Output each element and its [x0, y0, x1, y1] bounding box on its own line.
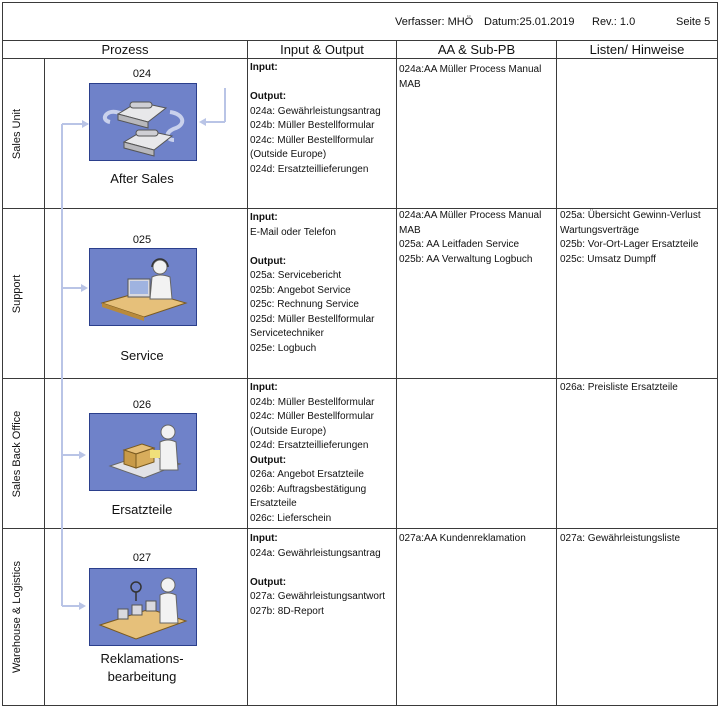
- cell-line: 027a: Gewährleistungsantwort: [250, 591, 386, 602]
- cell-line: 025d: Müller Bestellformular: [250, 313, 375, 325]
- cell-line: 025e: Logbuch: [250, 342, 317, 354]
- io-cell: [250, 61, 396, 177]
- cell-line: 024b: Müller Bestellformular: [250, 120, 375, 131]
- cell-line: 024c: Müller Bestellformular: [250, 134, 374, 146]
- listen-cell: [560, 381, 717, 396]
- cell-line: 024a:AA Müller Process Manual: [399, 64, 542, 75]
- cell-line: Input:: [250, 212, 278, 223]
- cell-line: [250, 240, 396, 255]
- inspection-worker-icon: [90, 569, 196, 645]
- process-label-after-sales: After Sales: [110, 171, 174, 186]
- desk-worker-icon: [90, 249, 196, 325]
- cell-line: 024b: Müller Bestellformular: [250, 396, 375, 408]
- process-box-after-sales[interactable]: [89, 83, 197, 161]
- column-header-prozess: Prozess: [101, 42, 149, 57]
- cell-line: 025c: Rechnung Service: [250, 299, 359, 310]
- aa-cell: [399, 209, 556, 267]
- aa-cell: [399, 63, 556, 92]
- cell-line: E-Mail oder Telefon: [250, 226, 336, 238]
- cell-line: Wartungsverträge: [560, 224, 640, 236]
- cell-line: 024a: Gewährleistungsantrag: [250, 547, 381, 559]
- cell-line: 026b: Auftragsbestätigung: [250, 483, 367, 495]
- lane-label-warehouse: Warehouse & Logistics: [11, 560, 23, 674]
- cell-line: [250, 561, 396, 576]
- process-box-service[interactable]: [89, 248, 197, 326]
- cell-line: 026c: Lieferschein: [250, 512, 332, 524]
- cell-line: 024c: Müller Bestellformular: [250, 411, 374, 422]
- column-header-listen: Listen/ Hinweise: [589, 42, 685, 57]
- process-box-ersatzteile[interactable]: [89, 413, 197, 491]
- cell-line: 027a:AA Kundenreklamation: [399, 533, 526, 544]
- process-code-027: 027: [132, 552, 152, 564]
- cell-line: 027a: Gewährleistungsliste: [560, 533, 681, 544]
- cell-line: [250, 76, 396, 91]
- cell-line: 025b: AA Verwaltung Logbuch: [399, 253, 533, 265]
- process-label-reklamation: Reklamations- bearbeitung: [100, 651, 184, 684]
- lane-label-sales-back-office: Sales Back Office: [11, 410, 23, 498]
- cell-line: Servicetechniker: [250, 328, 324, 339]
- date-text: Datum:25.01.2019: [484, 16, 575, 28]
- column-header-aa: AA & Sub-PB: [437, 42, 516, 57]
- cell-line: 026a: Preisliste Ersatzteile: [560, 382, 678, 393]
- cell-line: 025b: Vor-Ort-Lager Ersatzteile: [560, 239, 699, 250]
- cell-line: (Outside Europe): [250, 425, 327, 437]
- cell-line: MAB: [399, 78, 421, 90]
- io-cell: [250, 532, 396, 619]
- process-code-025: 025: [132, 234, 152, 246]
- listen-cell: [560, 532, 717, 547]
- cell-line: 025a: Servicebericht: [250, 270, 342, 281]
- cell-line: 024a: Gewährleistungsantrag: [250, 105, 381, 117]
- process-code-024: 024: [132, 68, 152, 80]
- telephone-icon: [90, 84, 196, 160]
- flow-arrowheads: [79, 118, 206, 610]
- cell-line: Input:: [250, 382, 278, 393]
- cell-line: 027b: 8D-Report: [250, 605, 324, 617]
- cell-line: Output:: [250, 576, 287, 588]
- lane-label-support: Support: [11, 274, 23, 314]
- cell-line: Output:: [250, 91, 287, 102]
- cell-line: 025b: Angebot Service: [250, 284, 351, 296]
- process-label-ersatzteile: Ersatzteile: [111, 502, 173, 517]
- cell-line: Input:: [250, 533, 278, 544]
- cell-line: 025a: Übersicht Gewinn-Verlust: [560, 210, 701, 221]
- process-box-reklamationsbearbeitung[interactable]: [89, 568, 197, 646]
- cell-line: Output:: [250, 454, 287, 466]
- cell-line: (Outside Europe): [250, 149, 327, 160]
- lane-label-sales-unit: Sales Unit: [11, 108, 23, 160]
- column-header-io: Input & Output: [280, 42, 364, 57]
- aa-cell: [399, 532, 556, 547]
- listen-cell: [560, 209, 717, 267]
- cell-line: 026a: Angebot Ersatzteile: [250, 469, 364, 480]
- cell-line: Output:: [250, 255, 287, 267]
- packaging-worker-icon: [90, 414, 196, 490]
- cell-line: Input:: [250, 62, 278, 73]
- cell-line: 025c: Umsatz Dumpff: [560, 253, 656, 265]
- io-cell: [250, 381, 396, 526]
- cell-line: 024d: Ersatzteillieferungen: [250, 163, 369, 175]
- process-code-026: 026: [132, 399, 152, 411]
- cell-line: 025a: AA Leitfaden Service: [399, 239, 520, 250]
- cell-line: 024a:AA Müller Process Manual: [399, 210, 542, 221]
- process-label-service: Service: [120, 348, 164, 363]
- page-number: Seite 5: [676, 16, 711, 28]
- revision-text: Rev.: 1.0: [592, 16, 636, 28]
- author-text: Verfasser: MHÖ: [395, 16, 474, 28]
- cell-line: 024d: Ersatzteillieferungen: [250, 440, 369, 451]
- io-cell: [250, 211, 396, 356]
- cell-line: MAB: [399, 224, 421, 236]
- cell-line: Ersatzteile: [250, 498, 297, 509]
